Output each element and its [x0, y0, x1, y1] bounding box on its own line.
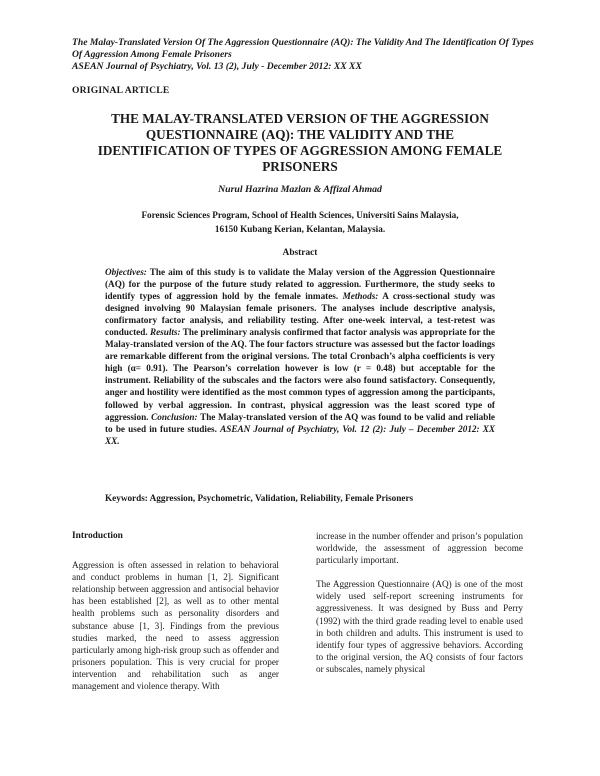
- introduction-heading: Introduction: [72, 531, 123, 541]
- article-type: ORIGINAL ARTICLE: [72, 85, 170, 96]
- paper-title: THE MALAY-TRANSLATED VERSION OF THE AGGRESSION QUESTIONNAIRE (AQ): THE VALIDITY AND THE IDENTIFICATION OF TYPES OF AGGRESSION AMONG FEMALE PRISONERS: [97, 111, 503, 174]
- affiliation-line-2: 16150 Kubang Kerian, Kelantan, Malaysia.: [214, 224, 386, 234]
- authors: Nurul Hazrina Mazlan & Affizal Ahmad: [218, 184, 382, 195]
- right-paragraph-2: The Aggression Questionnaire (AQ) is one of the most widely used self-report screening instruments for aggressiveness. It was designed by Buss and Perry (1992) with the third grade reading level to enable used in both children and adults. This instrument is used to identify four types of aggressive behaviors. According to the original version, the AQ consists of four factors or subscales, namely physical: [316, 579, 523, 674]
- abstract-body: [105, 266, 495, 447]
- left-column: [72, 530, 279, 692]
- abstract-citation: ASEAN Journal of Psychiatry, Vol. 12 (2): July – December 2012: XX XX.: [105, 423, 496, 446]
- results-label: Results:: [149, 327, 181, 338]
- right-paragraph-1: increase in the number offender and prison’s population worldwide, the assessment of aggression become particularly important.: [316, 531, 523, 566]
- results-text: The preliminary analysis confirmed that factor analysis was appropriate for the Malay-translated version of the AQ. The four factors structure was assessed but the factor loadings are remarkable different from the original versions. The total Cronbach’s alpha coefficients is very high (α= 0.91). The Pearson’s correlation however is low (r = 0.48) but acceptable for the instrument. Reliability of the subscales and the factors were also found satisfactory. Consequently, anger and hostility were identified as the most common types of aggression among the participants, followed by verbal aggression. In contrast, physical aggression was the least scored type of aggression.: [105, 327, 495, 422]
- conclusion-label: Conclusion:: [151, 411, 198, 422]
- keywords: Keywords: Aggression, Psychometric, Validation, Reliability, Female Prisoners: [105, 493, 414, 503]
- methods-text: A cross-sectional study was designed involving 90 Malaysian female prisoners. The analyses include descriptive analysis, confirmatory factor analysis, and reliability testing. After one-week interval, a test-retest was conducted.: [105, 291, 495, 338]
- objectives-label: Objectives:: [105, 267, 147, 277]
- conclusion-text: The Malay-translated version of the AQ was found to be valid and reliable to be used in future studies.: [105, 411, 495, 434]
- objectives-text: The aim of this study is to validate the Malay version of the Aggression Questionnaire (AQ) for the purpose of the future study related to aggression. Furthermore, the study seeks to identify types of aggression hold by the female inmates.: [105, 267, 495, 302]
- right-column: [316, 530, 523, 675]
- introduction-paragraph: Aggression is often assessed in relation to behavioral and conduct problems in human [1, 2]. Significant relationship between aggression and antisocial behavior has been established [2], as well as to other mental health problems such as personality disorders and substance abuse [1, 3]. Findings from the previous studies marked, the need to assess aggression particularly among high-risk group such as offender and prisoners population. This is very crucial for proper intervention and rehabilitation such as anger management and violence therapy. With: [72, 560, 279, 692]
- methods-label: Methods:: [342, 291, 379, 302]
- affiliation: [100, 208, 500, 236]
- running-header: [72, 37, 542, 73]
- abstract-heading: Abstract: [282, 248, 318, 258]
- running-header-title: The Malay-Translated Version Of The Aggression Questionnaire (AQ): The Validity And The Identification Of Types Of Aggression Among Female Prisoners: [72, 37, 534, 60]
- affiliation-line-1: Forensic Sciences Program, School of Health Sciences, Universiti Sains Malaysia,: [141, 210, 459, 220]
- running-header-journal: ASEAN Journal of Psychiatry, Vol. 13 (2), July - December 2012: XX XX: [72, 61, 362, 72]
